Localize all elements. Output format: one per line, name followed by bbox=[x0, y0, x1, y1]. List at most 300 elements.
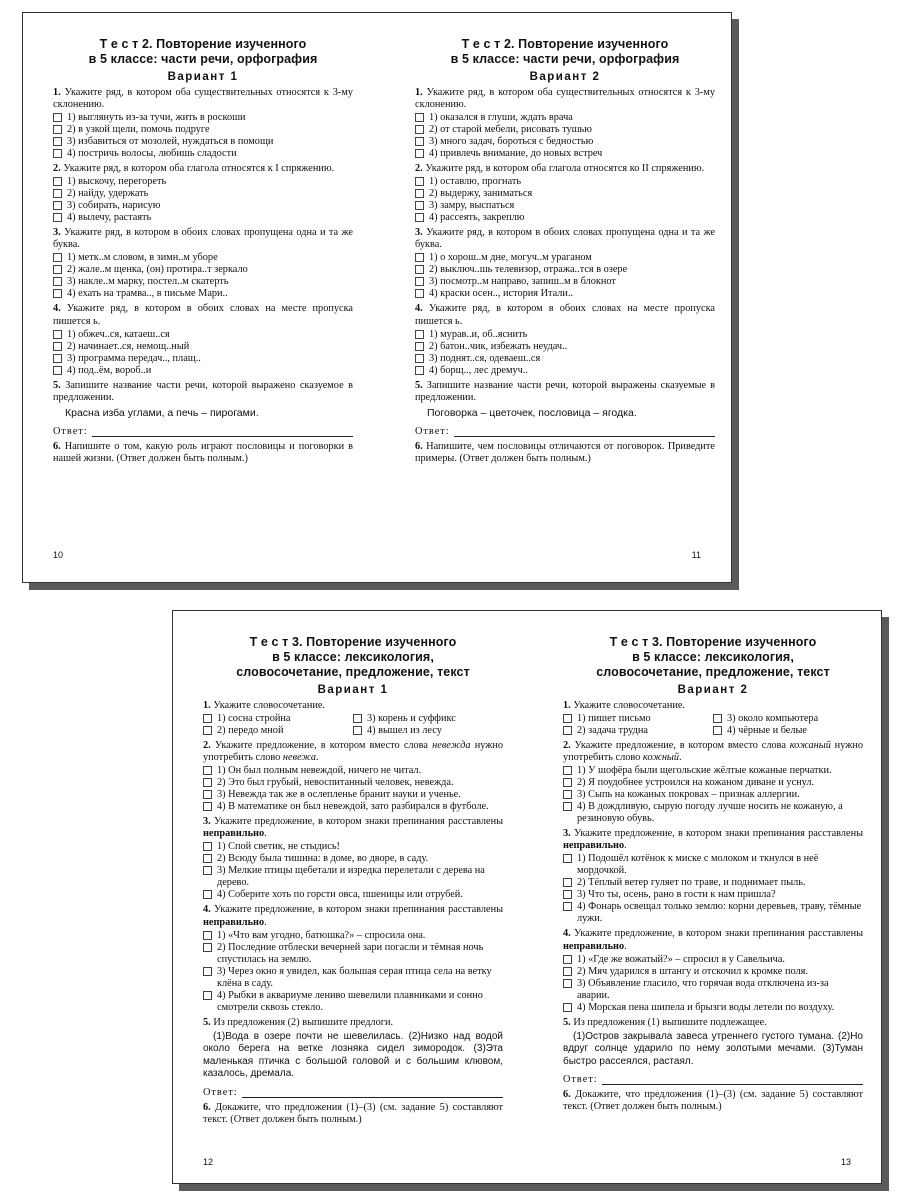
option-label: 1) У шофёра были щегольские жёлтые кожаные перчатки. bbox=[577, 765, 832, 777]
option-label: 4) вылечу, растаять bbox=[67, 212, 152, 224]
answer-option[interactable] bbox=[203, 801, 503, 813]
answer-option[interactable] bbox=[563, 789, 863, 801]
answer-option[interactable] bbox=[203, 853, 503, 865]
variant-heading: Вариант 1 bbox=[317, 684, 389, 696]
answer-option[interactable] bbox=[53, 212, 353, 224]
option-label: 1) оказался в глуши, ждать врача bbox=[429, 112, 573, 124]
checkbox[interactable] bbox=[415, 342, 424, 351]
test-title bbox=[563, 635, 863, 680]
answer-option[interactable] bbox=[53, 276, 353, 288]
answer-option[interactable] bbox=[563, 725, 713, 737]
answer-option[interactable] bbox=[53, 200, 353, 212]
checkbox[interactable] bbox=[203, 890, 212, 899]
checkbox[interactable] bbox=[415, 137, 424, 146]
answer-option[interactable] bbox=[563, 978, 863, 1002]
option-label: 2) Всюду была тишина: в доме, во дворе, в саду. bbox=[217, 853, 429, 865]
question-1 bbox=[53, 87, 353, 111]
answer-label: Ответ: bbox=[53, 425, 88, 437]
answer-label: Ответ: bbox=[203, 1086, 238, 1098]
question-text: Укажите словосочетание. bbox=[213, 700, 325, 711]
option-label: 3) накле..м марку, постел..м скатерть bbox=[67, 276, 229, 288]
option-label: 1) о хорош..м дне, могуч..м ураганом bbox=[429, 252, 592, 264]
variant-heading: Вариант 2 bbox=[529, 71, 601, 83]
answer-label: Ответ: bbox=[415, 425, 450, 437]
question-text: Из предложения (1) выпишите подлежащее. bbox=[573, 1016, 767, 1028]
answer-option[interactable] bbox=[415, 136, 715, 148]
question-text: Укажите ряд, в котором в обоих словах пропущена одна и та же буква. bbox=[415, 227, 716, 251]
checkbox[interactable] bbox=[415, 366, 424, 375]
option-label: 1) выглянуть из-за тучи, жить в роскоши bbox=[67, 112, 246, 124]
page-11 bbox=[415, 37, 715, 466]
option-label: 3) собирать, нарисую bbox=[67, 200, 161, 212]
question-number: 1. bbox=[53, 87, 61, 98]
option-label: 4) В математике он был невеждой, зато разбирался в футболе. bbox=[217, 801, 489, 813]
answer-option[interactable] bbox=[415, 329, 715, 341]
page-12 bbox=[203, 635, 503, 1127]
answer-option[interactable] bbox=[415, 264, 715, 276]
question-3 bbox=[415, 227, 715, 251]
question-number: 6. bbox=[415, 440, 423, 452]
question-number: 5. bbox=[415, 379, 423, 391]
emphasis-word: неправильно bbox=[203, 828, 265, 840]
option-label: 2) Это был грубый, невоспитанный человек, невежда. bbox=[217, 777, 454, 789]
checkbox[interactable] bbox=[563, 955, 572, 964]
answer-line[interactable] bbox=[242, 1088, 503, 1098]
question-text: Укажите ряд, в котором оба глагола относятся ко II спряжению. bbox=[425, 163, 705, 175]
question-5 bbox=[563, 1017, 863, 1029]
option-label: 3) Через окно я увидел, как большая серая птица села на ветку клёна в саду. bbox=[217, 965, 492, 989]
option-label: 2) выдержу, заниматься bbox=[429, 188, 533, 200]
target-word: невежда bbox=[432, 740, 471, 752]
question-text: Укажите словосочетание. bbox=[573, 700, 685, 711]
options-column bbox=[353, 713, 503, 737]
question-number: 2. bbox=[415, 163, 423, 175]
question-6 bbox=[53, 441, 353, 465]
checkbox[interactable] bbox=[415, 253, 424, 262]
answer-option[interactable] bbox=[563, 901, 863, 925]
option-label: 2) от старой мебели, рисовать тушью bbox=[429, 124, 592, 136]
checkbox[interactable] bbox=[53, 366, 62, 375]
checkbox[interactable] bbox=[53, 342, 62, 351]
answer-option[interactable] bbox=[415, 288, 715, 300]
page-number: 12 bbox=[203, 1157, 214, 1167]
option-label: 4) борщ.., лес дремуч.. bbox=[429, 364, 528, 376]
answer-option[interactable] bbox=[415, 148, 715, 160]
question-number: 3. bbox=[415, 227, 423, 239]
answer-option[interactable] bbox=[53, 112, 353, 124]
page-13 bbox=[563, 635, 863, 1114]
answer-option[interactable] bbox=[53, 329, 353, 341]
example-sentence: Поговорка – цветочек, пословица – ягодка. bbox=[427, 406, 637, 419]
option-label: 2) задача трудна bbox=[577, 725, 648, 737]
checkbox[interactable] bbox=[203, 790, 212, 799]
answer-option[interactable] bbox=[353, 725, 503, 737]
emphasis-word: неправильно bbox=[563, 940, 625, 952]
checkbox[interactable] bbox=[203, 943, 212, 952]
question-6 bbox=[415, 441, 715, 465]
question-text: Укажите ряд, в котором в обоих словах на месте пропуска пишется ь. bbox=[415, 303, 715, 327]
question-1 bbox=[563, 700, 863, 712]
question-number: 2. bbox=[563, 740, 571, 752]
checkbox[interactable] bbox=[563, 854, 572, 863]
option-label: 4) под..ём, вороб..и bbox=[67, 364, 152, 376]
answer-option[interactable] bbox=[203, 713, 353, 725]
checkbox[interactable] bbox=[563, 726, 572, 735]
answer-option[interactable] bbox=[203, 865, 503, 889]
test-title bbox=[415, 37, 715, 67]
test-title-line3: словосочетание, предложение, текст bbox=[596, 665, 830, 679]
checkbox[interactable] bbox=[53, 330, 62, 339]
answer-option[interactable] bbox=[53, 176, 353, 188]
question-number: 6. bbox=[203, 1101, 211, 1113]
checkbox[interactable] bbox=[415, 330, 424, 339]
answer-option[interactable] bbox=[415, 200, 715, 212]
question-5 bbox=[53, 380, 353, 404]
option-label: 3) замру, выспаться bbox=[429, 200, 515, 212]
checkbox[interactable] bbox=[415, 189, 424, 198]
answer-line[interactable] bbox=[602, 1075, 863, 1085]
checkbox[interactable] bbox=[53, 253, 62, 262]
question-number: 1. bbox=[415, 87, 423, 98]
answer-option[interactable] bbox=[563, 765, 863, 777]
checkbox[interactable] bbox=[563, 902, 572, 911]
question-text: . bbox=[264, 828, 267, 840]
question-1 bbox=[203, 700, 503, 712]
question-3 bbox=[203, 816, 503, 840]
answer-option[interactable] bbox=[415, 112, 715, 124]
answer-option[interactable] bbox=[203, 930, 503, 942]
options-column bbox=[563, 713, 713, 737]
page-number: 13 bbox=[840, 1157, 851, 1167]
answer-option[interactable] bbox=[53, 188, 353, 200]
checkbox[interactable] bbox=[415, 354, 424, 363]
question-text: Укажите предложение, в котором знаки препинания расставлены bbox=[573, 928, 864, 940]
question-number: 2. bbox=[53, 163, 61, 175]
question-4 bbox=[53, 303, 353, 327]
emphasis-word: неправильно bbox=[563, 840, 625, 852]
answer-option[interactable] bbox=[415, 176, 715, 188]
option-label: 1) Подошёл котёнок к миске с молоком и ткнулся в неё мордочкой. bbox=[577, 853, 819, 877]
question-4 bbox=[563, 928, 863, 952]
option-label: 3) Невежда так же в ослепленье бранит науки и ученье. bbox=[217, 789, 461, 801]
checkbox[interactable] bbox=[53, 201, 62, 210]
question-4 bbox=[415, 303, 715, 327]
checkbox[interactable] bbox=[53, 265, 62, 274]
checkbox[interactable] bbox=[415, 277, 424, 286]
checkbox[interactable] bbox=[53, 113, 62, 122]
question-text: . bbox=[624, 840, 627, 852]
passage-text: (1)Вода в озере почти не шевелилась. (2)Низко над водой около берега на ветке лозняка сидел зимородок. (3)Эта маленькая птичка с большой головой и с большим клювом, казалось, дремала. bbox=[203, 1030, 503, 1080]
answer-field[interactable] bbox=[53, 426, 353, 437]
answer-option[interactable] bbox=[203, 765, 503, 777]
page-10 bbox=[53, 37, 353, 466]
page-number: 11 bbox=[691, 550, 701, 560]
answer-option[interactable] bbox=[53, 353, 353, 365]
checkbox[interactable] bbox=[415, 125, 424, 134]
question-text: Укажите предложение, в котором вместо слова bbox=[574, 740, 790, 752]
checkbox[interactable] bbox=[713, 714, 722, 723]
checkbox[interactable] bbox=[203, 778, 212, 787]
question-text: Укажите ряд, в котором в обоих словах пропущена одна и та же буква. bbox=[53, 227, 354, 251]
options-column bbox=[713, 713, 863, 737]
answer-option[interactable] bbox=[53, 148, 353, 160]
question-number: 2. bbox=[203, 740, 211, 752]
answer-option[interactable] bbox=[415, 341, 715, 353]
checkbox[interactable] bbox=[563, 878, 572, 887]
checkbox[interactable] bbox=[203, 967, 212, 976]
answer-option[interactable] bbox=[415, 353, 715, 365]
question-number: 5. bbox=[53, 379, 61, 391]
checkbox[interactable] bbox=[53, 125, 62, 134]
option-label: 4) чёрные и белые bbox=[727, 725, 808, 737]
option-label: 3) около компьютера bbox=[727, 713, 819, 725]
answer-field[interactable] bbox=[563, 1074, 863, 1085]
checkbox[interactable] bbox=[713, 726, 722, 735]
question-number: 1. bbox=[203, 700, 211, 711]
checkbox[interactable] bbox=[563, 802, 572, 811]
option-label: 1) пишет письмо bbox=[577, 713, 651, 725]
option-label: 3) посмотр..м направо, запиш..м в блокнот bbox=[429, 276, 616, 288]
question-5 bbox=[203, 1017, 503, 1029]
answer-line[interactable] bbox=[454, 427, 715, 437]
question-text: нужно употребить слово bbox=[203, 740, 503, 764]
option-label: 1) «Где же вожатый?» – спросил я у Савельича. bbox=[577, 953, 785, 965]
answer-option[interactable] bbox=[563, 713, 713, 725]
test-title-line2: в 5 классе: части речи, орфография bbox=[450, 52, 680, 66]
question-text: Укажите предложение, в котором знаки препинания расставлены bbox=[573, 828, 864, 840]
answer-option[interactable] bbox=[563, 954, 863, 966]
test-title-line1: Т е с т 2. Повторение изученного bbox=[99, 37, 307, 51]
answer-option[interactable] bbox=[203, 889, 503, 901]
option-label: 1) оставлю, прогнать bbox=[429, 176, 522, 188]
answer-option[interactable] bbox=[203, 725, 353, 737]
answer-field[interactable] bbox=[415, 426, 715, 437]
question-2 bbox=[563, 740, 863, 764]
checkbox[interactable] bbox=[53, 354, 62, 363]
answer-option[interactable] bbox=[563, 966, 863, 978]
checkbox[interactable] bbox=[563, 1003, 572, 1012]
answer-option[interactable] bbox=[353, 713, 503, 725]
checkbox[interactable] bbox=[53, 137, 62, 146]
question-number: 6. bbox=[563, 1089, 571, 1101]
option-label: 1) Он был полным невеждой, ничего не читал. bbox=[217, 765, 422, 777]
question-text: Укажите ряд, в котором оба существительных относятся к 3-му склонению. bbox=[53, 87, 353, 111]
answer-option[interactable] bbox=[203, 990, 503, 1014]
checkbox[interactable] bbox=[415, 149, 424, 158]
answer-field[interactable] bbox=[203, 1087, 503, 1098]
answer-option[interactable] bbox=[563, 801, 863, 825]
test-title-line2: в 5 классе: лексикология, bbox=[632, 650, 794, 664]
answer-option[interactable] bbox=[53, 136, 353, 148]
test-title bbox=[203, 635, 503, 680]
checkbox[interactable] bbox=[563, 979, 572, 988]
answer-option[interactable] bbox=[415, 276, 715, 288]
option-label: 2) выключ..шь телевизор, отража..тся в озере bbox=[429, 264, 628, 276]
answer-option[interactable] bbox=[563, 777, 863, 789]
question-number: 3. bbox=[203, 816, 211, 828]
question-number: 5. bbox=[203, 1016, 211, 1028]
checkbox[interactable] bbox=[203, 766, 212, 775]
answer-option[interactable] bbox=[563, 1002, 863, 1014]
option-label: 1) сосна стройна bbox=[217, 713, 291, 725]
option-label: 4) вышел из лесу bbox=[367, 725, 442, 737]
target-word: кожный bbox=[642, 752, 680, 764]
option-label: 3) Объявление гласило, что горячая вода отключена из-за аварии. bbox=[577, 977, 829, 1001]
question-text: Укажите предложение, в котором вместо слова bbox=[214, 740, 433, 752]
question-number: 4. bbox=[53, 303, 61, 315]
answer-option[interactable] bbox=[713, 713, 863, 725]
checkbox[interactable] bbox=[53, 277, 62, 286]
page-number: 10 bbox=[53, 550, 64, 560]
test-title-line2: в 5 классе: лексикология, bbox=[272, 650, 434, 664]
question-text: Укажите ряд, в котором оба глагола относятся к I спряжению. bbox=[63, 163, 335, 175]
answer-option[interactable] bbox=[203, 841, 503, 853]
question-4 bbox=[203, 904, 503, 928]
options-grid bbox=[563, 713, 863, 737]
variant-heading: Вариант 2 bbox=[677, 684, 749, 696]
option-label: 1) «Что вам угодно, батюшка?» – спросила она. bbox=[217, 929, 426, 941]
question-number: 4. bbox=[563, 928, 571, 940]
answer-option[interactable] bbox=[563, 877, 863, 889]
option-label: 1) Спой светик, не стыдись! bbox=[217, 841, 340, 853]
variant-heading: Вариант 1 bbox=[167, 71, 239, 83]
test-title bbox=[53, 37, 353, 67]
checkbox[interactable] bbox=[415, 201, 424, 210]
option-label: 1) выскочу, перегореть bbox=[67, 176, 167, 188]
option-label: 4) ехать на трамва.., в письме Мари.. bbox=[67, 288, 228, 300]
checkbox[interactable] bbox=[415, 177, 424, 186]
checkbox[interactable] bbox=[203, 866, 212, 875]
checkbox[interactable] bbox=[53, 289, 62, 298]
question-2 bbox=[203, 740, 503, 764]
checkbox[interactable] bbox=[415, 113, 424, 122]
answer-option[interactable] bbox=[563, 889, 863, 901]
option-label: 2) начинает..ся, немощ..ный bbox=[67, 340, 190, 352]
answer-option[interactable] bbox=[203, 777, 503, 789]
question-5 bbox=[415, 380, 715, 404]
checkbox[interactable] bbox=[563, 714, 572, 723]
option-label: 4) Морская пена шипела и брызги воды летели по воздуху. bbox=[577, 1001, 835, 1013]
checkbox[interactable] bbox=[53, 177, 62, 186]
question-6 bbox=[563, 1089, 863, 1113]
question-text: Укажите ряд, в котором в обоих словах на месте пропуска пишется ь. bbox=[53, 303, 353, 327]
option-label: 4) краски осен.., история Итали.. bbox=[429, 288, 574, 300]
answer-option[interactable] bbox=[203, 942, 503, 966]
question-text: Укажите ряд, в котором оба существительных относятся к 3-му склонению. bbox=[415, 87, 715, 111]
question-2 bbox=[415, 163, 715, 175]
option-label: 2) передо мной bbox=[217, 725, 284, 737]
checkbox[interactable] bbox=[203, 802, 212, 811]
answer-option[interactable] bbox=[415, 188, 715, 200]
answer-option[interactable] bbox=[53, 124, 353, 136]
answer-option[interactable] bbox=[53, 288, 353, 300]
answer-line[interactable] bbox=[92, 427, 353, 437]
checkbox[interactable] bbox=[353, 726, 362, 735]
option-label: 3) много задач, бороться с бедностью bbox=[429, 136, 594, 148]
answer-option[interactable] bbox=[415, 124, 715, 136]
checkbox[interactable] bbox=[203, 854, 212, 863]
option-label: 4) Рыбки в аквариуме лениво шевелили плавниками и сонно смотрели сквозь стекло. bbox=[217, 989, 483, 1013]
checkbox[interactable] bbox=[203, 991, 212, 1000]
question-number: 3. bbox=[53, 227, 61, 239]
answer-option[interactable] bbox=[53, 341, 353, 353]
answer-label: Ответ: bbox=[563, 1074, 598, 1086]
options-grid bbox=[203, 713, 503, 737]
question-text: Докажите, что предложения (1)–(3) (см. задание 5) составляют текст. (Ответ должен быть полным.) bbox=[203, 1101, 503, 1125]
option-label: 4) Фонарь освещал только землю: корни деревьев, траву, тёмные лужи. bbox=[577, 901, 862, 925]
question-text: . bbox=[264, 916, 267, 928]
option-label: 1) мурав..и, об..яснить bbox=[429, 328, 528, 340]
checkbox[interactable] bbox=[203, 931, 212, 940]
emphasis-word: неправильно bbox=[203, 916, 265, 928]
question-6 bbox=[203, 1102, 503, 1126]
checkbox[interactable] bbox=[415, 213, 424, 222]
answer-option[interactable] bbox=[53, 264, 353, 276]
question-number: 6. bbox=[53, 440, 61, 452]
checkbox[interactable] bbox=[203, 714, 212, 723]
checkbox[interactable] bbox=[53, 189, 62, 198]
option-label: 3) Сыпь на кожаных покровах – признак аллергии. bbox=[577, 789, 800, 801]
answer-option[interactable] bbox=[203, 789, 503, 801]
checkbox[interactable] bbox=[563, 967, 572, 976]
option-label: 2) Тёплый ветер гуляет по траве, и поднимает пыль. bbox=[577, 877, 806, 889]
answer-option[interactable] bbox=[415, 365, 715, 377]
question-number: 5. bbox=[563, 1016, 571, 1028]
option-label: 4) постричь волосы, любишь сладости bbox=[67, 148, 237, 160]
question-text: Из предложения (2) выпишите предлоги. bbox=[213, 1016, 394, 1028]
question-number: 4. bbox=[415, 303, 423, 315]
checkbox[interactable] bbox=[415, 265, 424, 274]
checkbox[interactable] bbox=[53, 213, 62, 222]
answer-option[interactable] bbox=[53, 252, 353, 264]
option-label: 3) избавиться от мозолей, нуждаться в помощи bbox=[67, 136, 274, 148]
checkbox[interactable] bbox=[53, 149, 62, 158]
checkbox[interactable] bbox=[563, 778, 572, 787]
book-spread-test3 bbox=[172, 610, 882, 1184]
checkbox[interactable] bbox=[415, 289, 424, 298]
options-column bbox=[203, 713, 353, 737]
checkbox[interactable] bbox=[203, 726, 212, 735]
checkbox[interactable] bbox=[353, 714, 362, 723]
answer-option[interactable] bbox=[415, 252, 715, 264]
question-text: . bbox=[624, 940, 627, 952]
answer-option[interactable] bbox=[415, 212, 715, 224]
option-label: 4) рассеять, закреплю bbox=[429, 212, 525, 224]
test-title-line1: Т е с т 3. Повторение изученного bbox=[249, 635, 457, 649]
answer-option[interactable] bbox=[53, 365, 353, 377]
option-label: 2) Мяч ударился в штангу и отскочил к кромке поля. bbox=[577, 965, 808, 977]
option-label: 4) В дождливую, сырую погоду лучше носить не кожаную, а резиновую обувь. bbox=[577, 801, 843, 825]
option-label: 4) Соберите хоть по горсти овса, пшеницы или отрубей. bbox=[217, 889, 463, 901]
checkbox[interactable] bbox=[203, 842, 212, 851]
option-label: 2) батон..чик, избежать неудач.. bbox=[429, 340, 568, 352]
target-word: кожаный bbox=[789, 740, 831, 752]
answer-option[interactable] bbox=[713, 725, 863, 737]
option-label: 3) корень и суффикс bbox=[367, 713, 456, 725]
option-label: 3) Мелкие птицы щебетали и изредка перелетали с дерева на дерево. bbox=[217, 865, 485, 889]
test-title-line1: Т е с т 3. Повторение изученного bbox=[609, 635, 817, 649]
checkbox[interactable] bbox=[563, 790, 572, 799]
answer-option[interactable] bbox=[203, 966, 503, 990]
question-text: Запишите название части речи, которой выражено сказуемое в предложении. bbox=[53, 379, 353, 403]
option-label: 3) Что ты, осень, рано в гости к нам пришла? bbox=[577, 889, 776, 901]
checkbox[interactable] bbox=[563, 890, 572, 899]
option-label: 4) привлечь внимание, до новых встреч bbox=[429, 148, 603, 160]
question-1 bbox=[415, 87, 715, 111]
checkbox[interactable] bbox=[563, 766, 572, 775]
question-text: Укажите предложение, в котором знаки препинания расставлены bbox=[213, 904, 504, 916]
answer-option[interactable] bbox=[563, 853, 863, 877]
